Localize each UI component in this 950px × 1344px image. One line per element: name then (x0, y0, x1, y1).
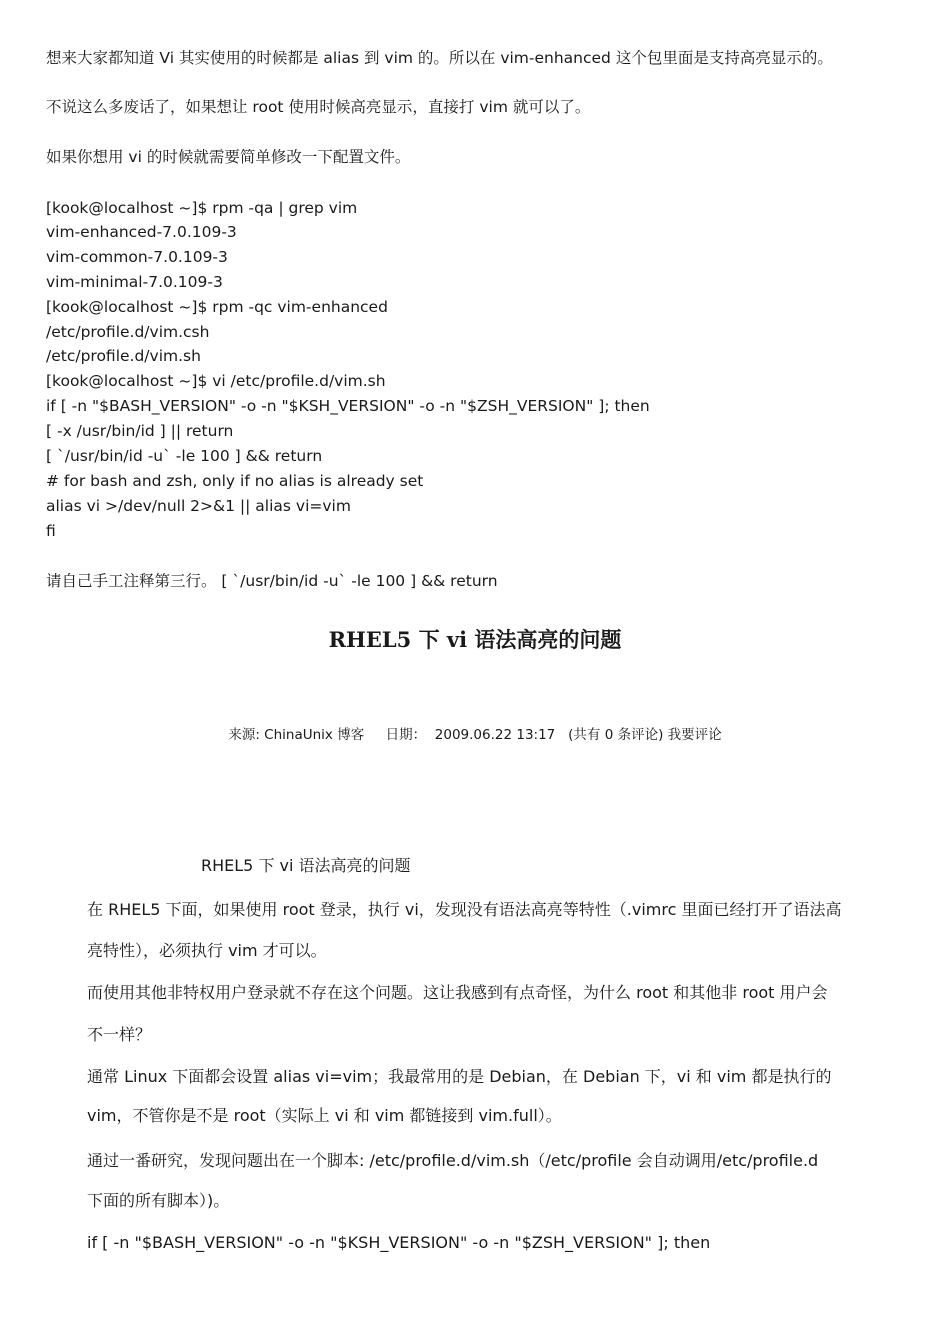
article-line: 亮特性），必须执行 vim 才可以。 (87, 941, 327, 960)
terminal-line: /etc/profile.d/vim.sh (46, 347, 201, 365)
article-line: vim，不管你是不是 root（实际上 vi 和 vim 都链接到 vim.full）。 (87, 1106, 562, 1125)
intro-line: 如果你想用 vi 的时候就需要简单修改一下配置文件。 (46, 148, 411, 166)
article-line: 在 RHEL5 下面，如果使用 root 登录，执行 vi，发现没有语法高亮等特性（.vimrc 里面已经打开了语法高 (87, 900, 842, 919)
article-line: 而使用其他非特权用户登录就不存在这个问题。这让我感到有点奇怪，为什么 root 和其他非 root 用户会 (87, 983, 828, 1002)
meta-date: 2009.06.22 13:17 (434, 727, 556, 743)
comment-link[interactable]: 我要评论 (667, 727, 722, 743)
terminal-line: [ -x /usr/bin/id ] || return (46, 422, 234, 440)
terminal-line: vim-common-7.0.109-3 (46, 248, 228, 266)
terminal-line: [kook@localhost ~]$ vi /etc/profile.d/vim.sh (46, 372, 386, 390)
terminal-line: # for bash and zsh, only if no alias is already set (46, 472, 424, 490)
note-line: 请自己手工注释第三行。 [ `/usr/bin/id -u` -le 100 ] && return (46, 572, 498, 590)
article-line: if [ -n "$BASH_VERSION" -o -n "$KSH_VERSION" -o -n "$ZSH_VERSION" ]; then (87, 1233, 711, 1252)
meta-comment-count: (共有 0 条评论) (568, 727, 664, 743)
terminal-line: vim-minimal-7.0.109-3 (46, 273, 223, 291)
intro-line: 想来大家都知道 Vi 其实使用的时候都是 alias 到 vim 的。所以在 vim-enhanced 这个包里面是支持高亮显示的。 (46, 49, 833, 67)
article-title: RHEL5 下 vi 语法高亮的问题 (328, 627, 622, 652)
article-line: 下面的所有脚本）)。 (87, 1191, 230, 1210)
terminal-line: /etc/profile.d/vim.csh (46, 323, 210, 341)
article-subtitle: RHEL5 下 vi 语法高亮的问题 (201, 856, 411, 875)
article-line: 通过一番研究，发现问题出在一个脚本: /etc/profile.d/vim.sh（/etc/profile 会自动调用/etc/profile.d (87, 1151, 819, 1170)
meta-source: 来源: ChinaUnix 博客 (228, 727, 365, 743)
article-line: 不一样？ (87, 1025, 152, 1044)
terminal-line: alias vi >/dev/null 2>&1 || alias vi=vim (46, 497, 351, 515)
terminal-line: [kook@localhost ~]$ rpm -qa | grep vim (46, 199, 358, 217)
terminal-line: [ `/usr/bin/id -u` -le 100 ] && return (46, 447, 323, 465)
article-meta (0, 726, 950, 744)
article-line: 通常 Linux 下面都会设置 alias vi=vim；我最常用的是 Debian，在 Debian 下，vi 和 vim 都是执行的 (87, 1067, 832, 1086)
intro-line: 不说这么多废话了，如果想让 root 使用时候高亮显示，直接打 vim 就可以了。 (46, 98, 591, 116)
meta-date-label: 日期： (385, 727, 427, 743)
terminal-line: [kook@localhost ~]$ rpm -qc vim-enhanced (46, 298, 388, 316)
terminal-line: vim-enhanced-7.0.109-3 (46, 223, 237, 241)
terminal-line: fi (46, 522, 56, 540)
terminal-line: if [ -n "$BASH_VERSION" -o -n "$KSH_VERSION" -o -n "$ZSH_VERSION" ]; then (46, 397, 650, 415)
